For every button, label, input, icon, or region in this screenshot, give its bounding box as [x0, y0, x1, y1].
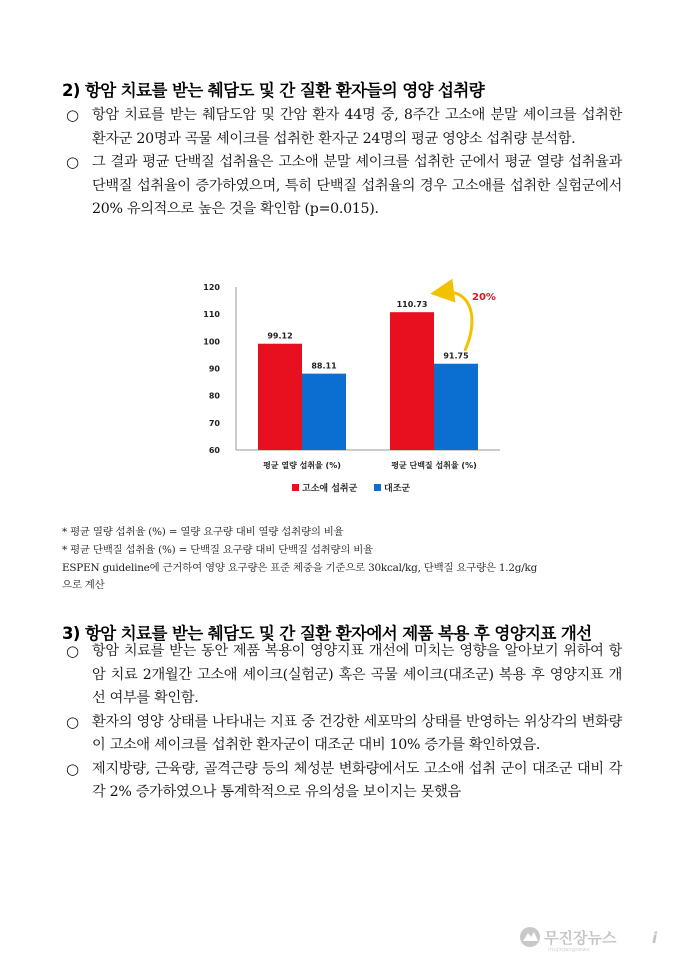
footnote-line: * 평균 단백질 섭취율 (%) = 단백질 요구량 대비 단백질 섭취량의 비율	[62, 543, 373, 556]
watermark-url: mujinjangnews	[548, 947, 590, 952]
footnote-line: 으로 계산	[62, 579, 105, 592]
bullet-item	[62, 104, 622, 151]
bullet-item	[62, 640, 622, 711]
bar-value-label: 91.75	[443, 351, 469, 361]
intake-bar-chart	[190, 278, 510, 500]
bar	[434, 364, 478, 450]
bullet-text: 그 결과 평균 단백질 섭취율은 고소애 분말 셰이크를 섭취한 군에서 평균 열량 섭취율과 단백질 섭취율이 증가하였으며, 특히 단백질 섭취율의 경우 고소애를 섭취한 실험군에서 20% 유의적으로 높은 것을 확인함 (p=0.015).	[92, 154, 622, 217]
legend-label: 고소애 섭취군	[302, 484, 358, 494]
circle-bullet-icon: ○	[66, 106, 79, 124]
bar-value-label: 88.11	[311, 361, 337, 371]
footnote-line: ESPEN guideline에 근거하여 영양 요구량은 표준 체중을 기준으로 30kcal/kg, 단백질 요구량은 1.2g/kg	[62, 561, 538, 574]
section-3-bullets	[62, 640, 622, 805]
bar-value-label: 110.73	[396, 300, 428, 310]
y-tick-label: 110	[203, 310, 220, 320]
bullet-item	[62, 711, 622, 758]
watermark-logo	[518, 922, 666, 952]
bullet-item	[62, 151, 622, 222]
legend-swatch	[374, 484, 381, 491]
y-tick-label: 90	[208, 364, 220, 374]
y-tick-label: 70	[208, 418, 220, 428]
y-tick-label: 80	[208, 391, 220, 401]
watermark-suffix: i	[652, 929, 658, 947]
circle-bullet-icon: ○	[66, 712, 79, 731]
bar	[302, 374, 346, 450]
bar	[258, 344, 302, 450]
y-tick-label: 100	[203, 337, 220, 347]
circle-bullet-icon: ○	[66, 153, 79, 171]
footnote-line: * 평균 열량 섭취율 (%) = 열량 요구량 대비 열량 섭취량의 비율	[62, 526, 344, 538]
bar-value-label: 99.12	[267, 331, 293, 341]
section-3-heading: 3) 항암 치료를 받는 췌담도 및 간 질환 환자에서 제품 복용 후 영양지표 개선	[62, 624, 592, 643]
bar	[390, 312, 434, 450]
footnotes	[62, 524, 622, 595]
circle-bullet-icon: ○	[66, 642, 79, 660]
bullet-item	[62, 758, 622, 805]
x-category-label: 평균 열량 섭취율 (%)	[263, 461, 341, 470]
increase-arrow	[442, 292, 472, 351]
y-tick-label: 60	[208, 446, 220, 455]
bullet-text: 항암 치료를 받는 동안 제품 복용이 영양지표 개선에 미치는 영향을 알아보기 위하여 항암 치료 2개월간 고소애 셰이크(실험군) 혹은 곡물 셰이크(대조군) 복용 후 영양지표 개선 여부를 확인함.	[92, 643, 622, 706]
watermark-text: 무진장뉴스	[544, 929, 617, 947]
x-category-label: 평균 단백질 섭취율 (%)	[391, 461, 477, 470]
circle-bullet-icon: ○	[66, 759, 79, 778]
bullet-text: 환자의 영양 상태를 나타내는 지표 중 건강한 세포막의 상태를 반영하는 위상각의 변화량이 고소애 셰이크를 섭취한 환자군이 대조군 대비 10% 증가를 확인하였음.	[92, 713, 622, 753]
legend-label: 대조군	[384, 484, 411, 494]
y-tick-label: 120	[203, 283, 220, 292]
bullet-text: 제지방량, 근육량, 골격근량 등의 체성분 변화량에서도 고소애 섭취 군이 대조군 대비 각각 2% 증가하였으나 통계학적으로 유의성을 보이지는 못했음	[92, 760, 622, 800]
legend-swatch	[292, 484, 299, 491]
bullet-text: 항암 치료를 받는 췌담도암 및 간암 환자 44명 중, 8주간 고소애 분말 셰이크를 섭취한 환자군 20명과 곡물 셰이크를 섭취한 환자군 24명의 평균 영양소 섭취량 분석함.	[92, 107, 622, 147]
annotation-label: 20%	[472, 292, 496, 304]
chart-legend	[292, 482, 410, 494]
section-2-heading: 2) 항암 치료를 받는 췌담도 및 간 질환 환자들의 영양 섭취량	[62, 81, 485, 100]
section-2-bullets	[62, 104, 622, 222]
